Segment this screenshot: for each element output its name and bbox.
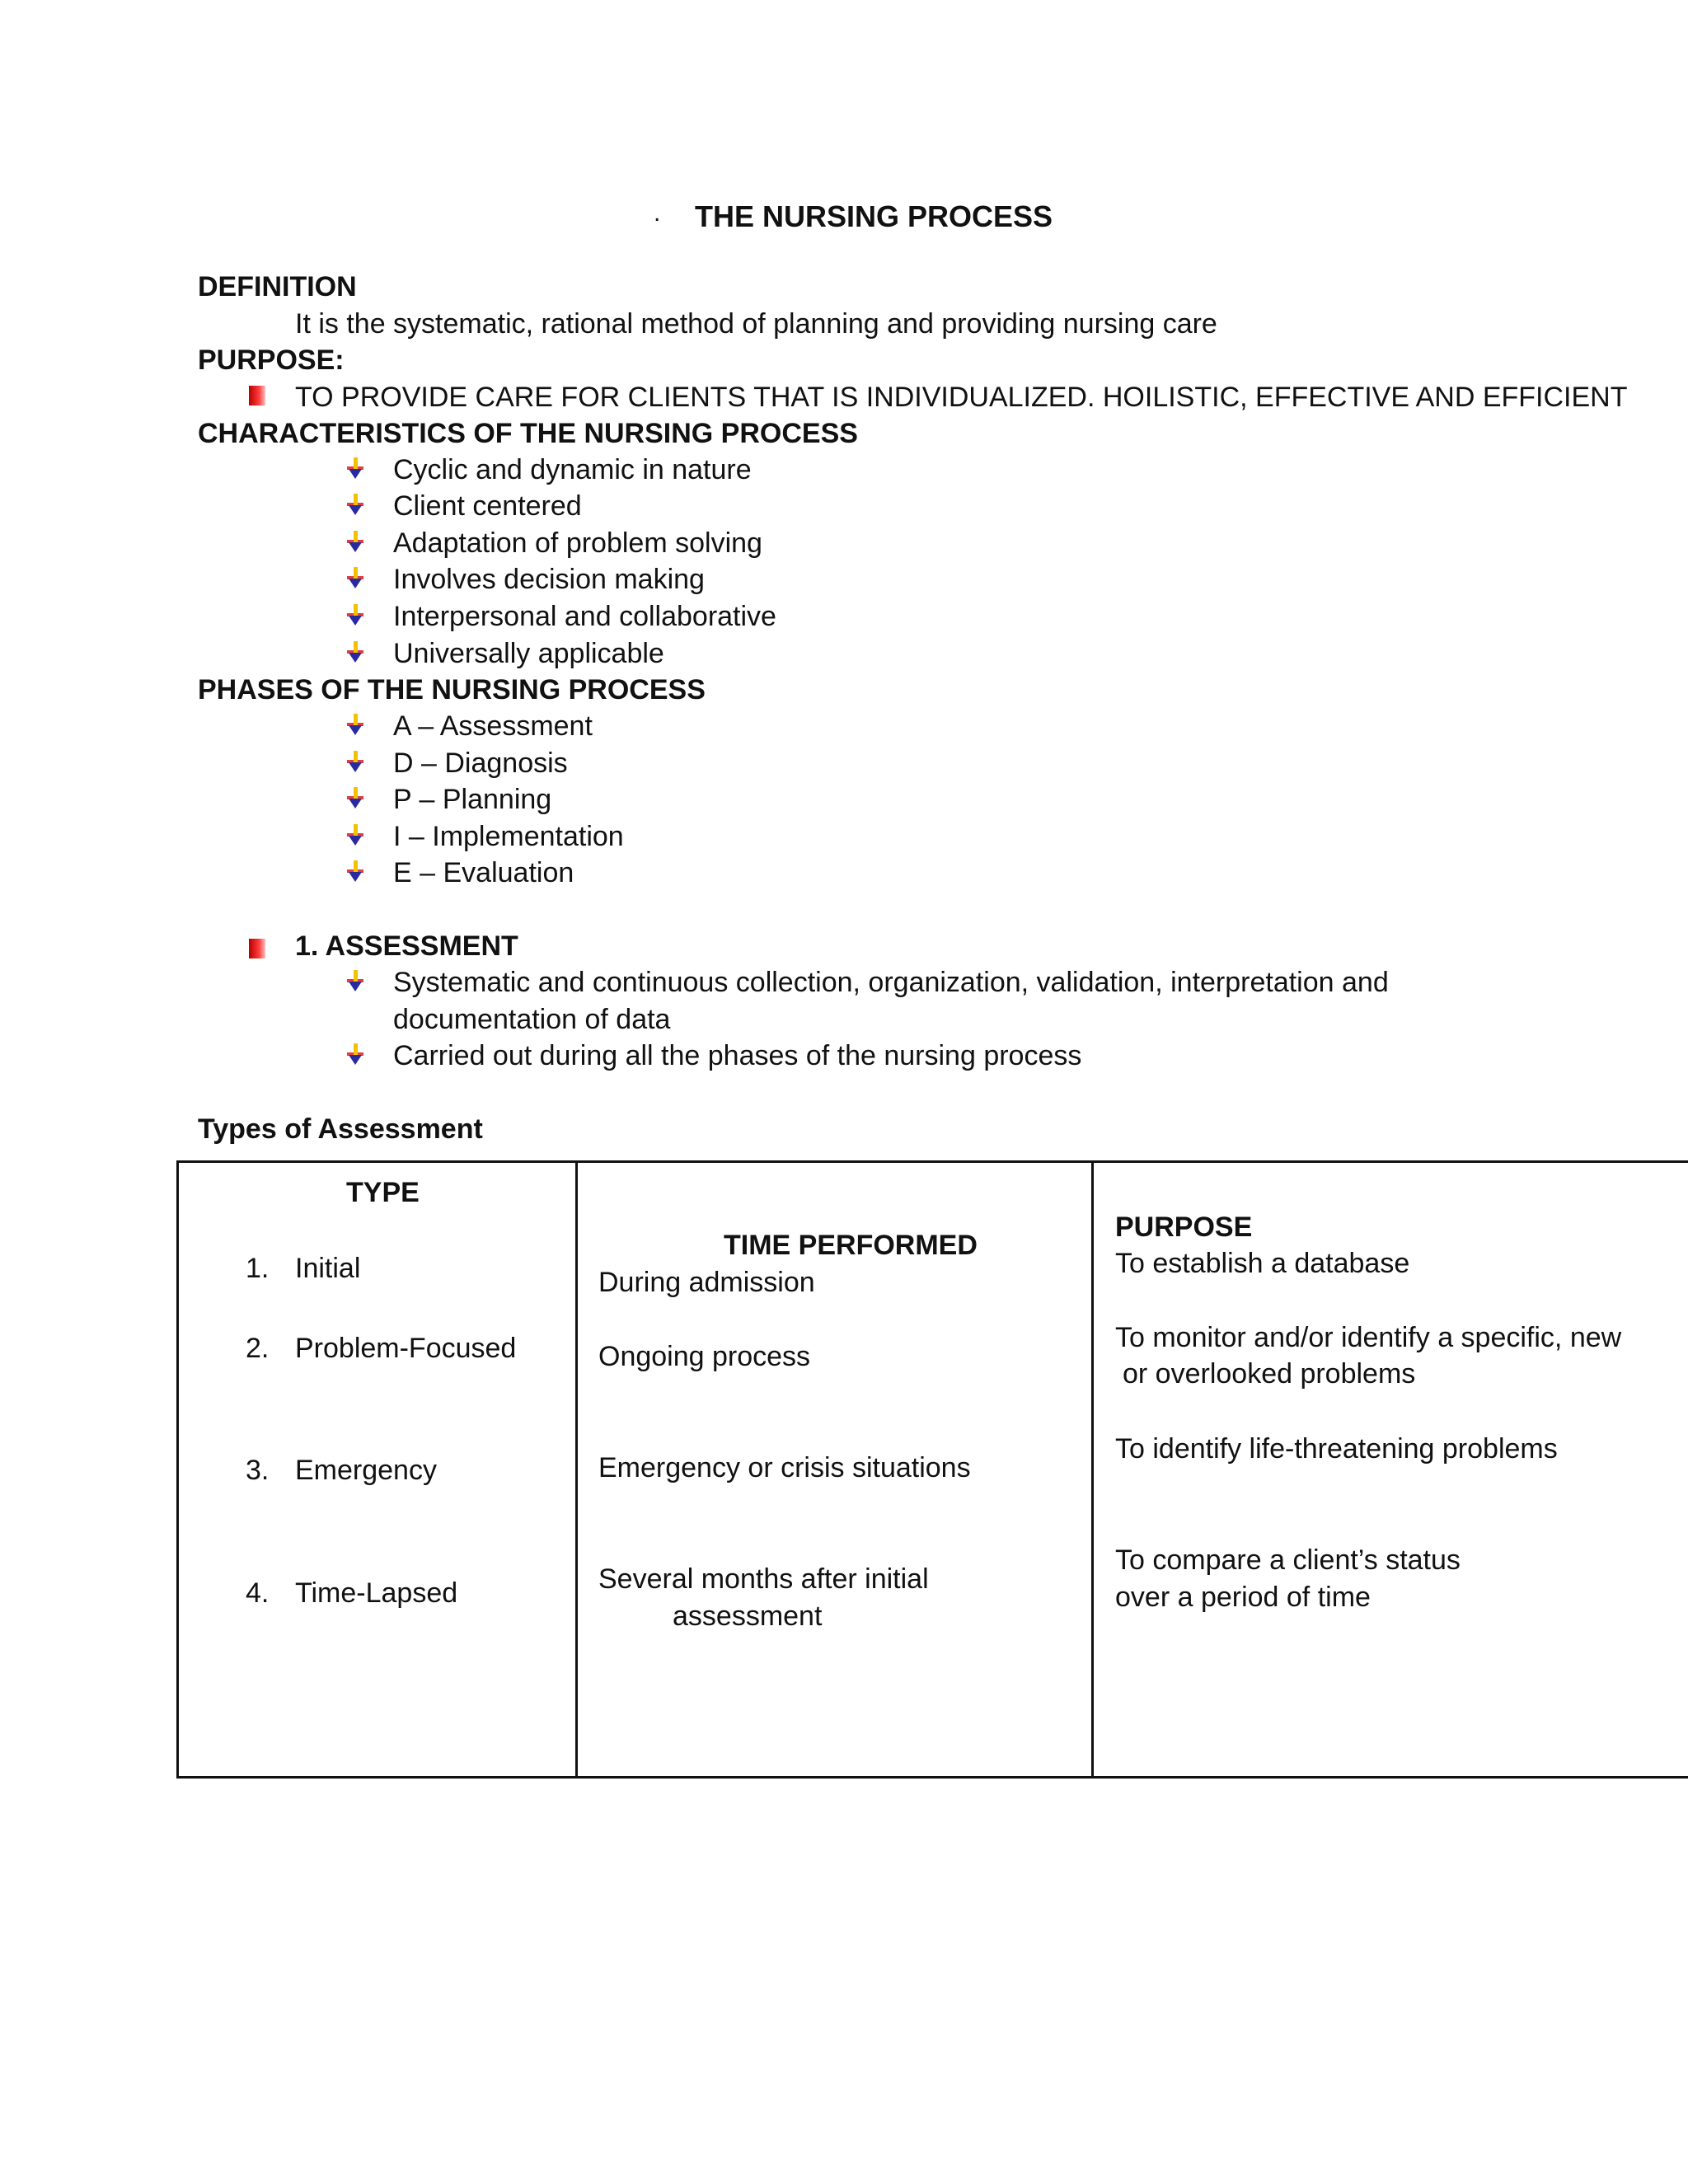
square-bullet-icon [249,386,265,405]
phase-item: D – Diagnosis [393,748,568,779]
type-cell: Problem-Focused [295,1333,517,1364]
assessment-heading: 1. ASSESSMENT [295,930,518,962]
page-title: THE NURSING PROCESS [695,199,1053,233]
type-cell: Emergency [295,1455,437,1486]
arrow-bullet-icon [345,529,366,554]
phases-heading: PHASES OF THE NURSING PROCESS [198,674,706,705]
arrow-bullet-icon [345,492,366,517]
phase-item: P – Planning [393,784,552,815]
assessment-item-line1: Systematic and continuous collection, organization, validation, interpretation and [393,967,1389,998]
purpose-cell-continued: or overlooked problems [1123,1358,1416,1390]
row-number: 1. [246,1253,270,1284]
characteristic-item: Client centered [393,490,582,522]
row-number: 3. [246,1455,270,1486]
arrow-bullet-icon [345,1042,366,1066]
arrow-bullet-icon [345,712,366,737]
purpose-cell: To identify life-threatening problems [1115,1433,1558,1465]
characteristic-item: Universally applicable [393,638,664,669]
arrow-bullet-icon [345,565,366,590]
phase-item: E – Evaluation [393,857,574,888]
arrow-bullet-icon [345,749,366,774]
time-cell: Emergency or crisis situations [598,1452,971,1483]
type-cell: Initial [295,1253,361,1284]
header-time-performed: TIME PERFORMED [724,1230,978,1261]
arrow-bullet-icon [345,602,366,627]
square-bullet-icon [249,939,265,958]
type-cell: Time-Lapsed [295,1577,458,1609]
characteristic-item: Involves decision making [393,564,705,595]
characteristics-heading: CHARACTERISTICS OF THE NURSING PROCESS [198,418,858,449]
purpose-text: TO PROVIDE CARE FOR CLIENTS THAT IS INDIVIDUALIZED. HOILISTIC, EFFECTIVE AND EFFICIENT [295,382,1628,413]
phase-item: I – Implementation [393,821,624,852]
definition-text: It is the systematic, rational method of planning and providing nursing care [295,308,1217,340]
arrow-bullet-icon [345,968,366,993]
time-cell: Several months after initial [598,1563,929,1595]
arrow-bullet-icon [345,785,366,810]
time-cell: During admission [598,1267,815,1298]
row-number: 4. [246,1577,270,1609]
time-cell-continued: assessment [673,1601,823,1632]
header-purpose: PURPOSE [1115,1212,1253,1243]
purpose-cell: To compare a client’s status [1115,1544,1461,1576]
assessment-item-line2: documentation of data [393,1004,671,1035]
time-cell: Ongoing process [598,1341,811,1372]
assessment-item: Carried out during all the phases of the nursing process [393,1040,1082,1071]
characteristic-item: Adaptation of problem solving [393,527,762,559]
table-caption: Types of Assessment [198,1113,483,1145]
characteristic-item: Interpersonal and collaborative [393,601,776,632]
definition-heading: DEFINITION [198,271,357,302]
row-number: 2. [246,1333,270,1364]
column-divider [575,1160,578,1776]
phase-item: A – Assessment [393,710,593,742]
arrow-bullet-icon [345,859,366,883]
arrow-bullet-icon [345,456,366,480]
purpose-heading: PURPOSE: [198,344,345,376]
characteristic-item: Cyclic and dynamic in nature [393,454,752,485]
arrow-bullet-icon [345,823,366,847]
purpose-cell: To monitor and/or identify a specific, new [1115,1322,1622,1353]
title-dot: . [654,199,661,227]
purpose-cell-continued: over a period of time [1115,1582,1371,1613]
arrow-bullet-icon [345,640,366,664]
purpose-cell: To establish a database [1115,1248,1410,1279]
column-divider [1091,1160,1094,1776]
header-type: TYPE [346,1177,420,1208]
